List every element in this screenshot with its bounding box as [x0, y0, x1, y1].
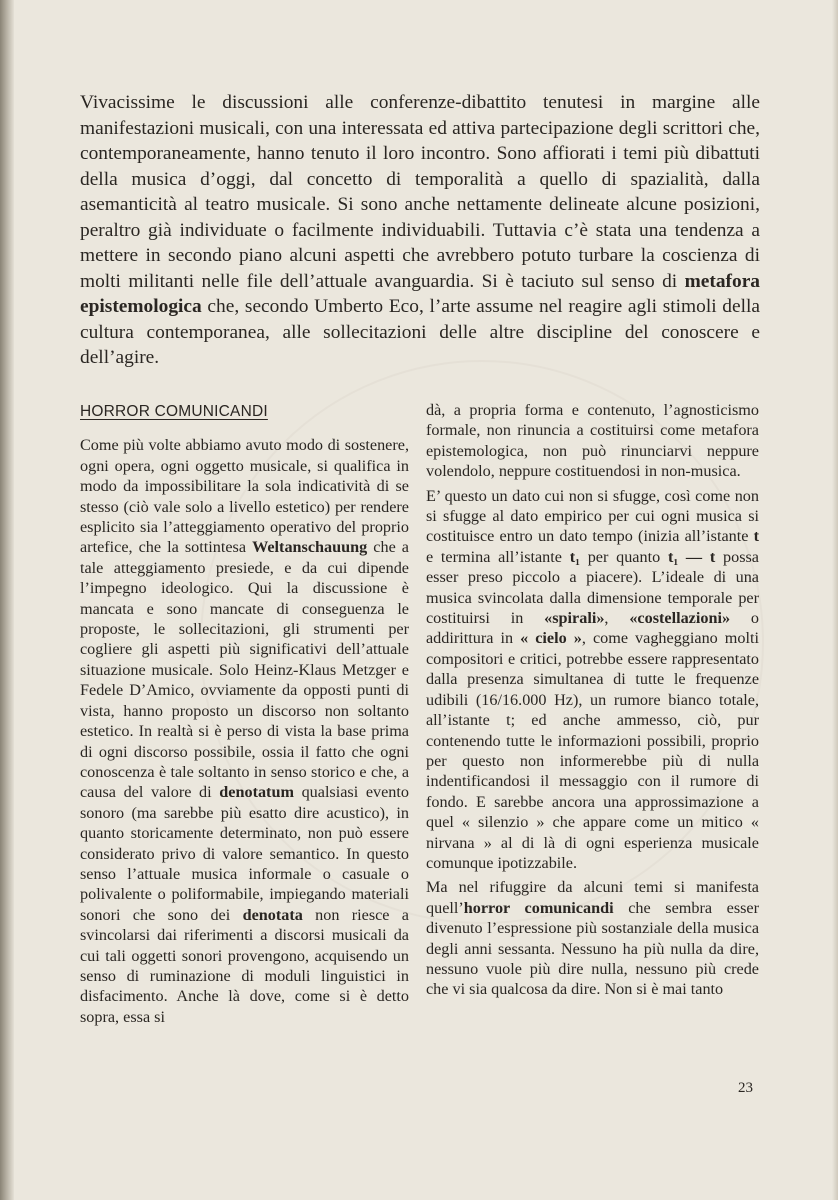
page-edge — [832, 0, 838, 1200]
right2-text-7: , come vagheggiano molti compositori e critici, potrebbe essere rappresentato dalla presenza simultanea di tutte le frequenze udibili (16/16.000 Hz), un rumore bianco totale, all’istante t; ed anche ammesso, ciò, pur contenendo tutte le informazioni possibili, proprio per questo non informerebbe più di nulla indentificandosi il messaggio con il rumore di fondo. E sarebbe ancora una approssimazione a quel « silenzio » che appare come un mitico « nirvana » al di là di ogni esperienza musicale comunque ipotizzabile. — [426, 629, 759, 872]
right3-emphasis: horror comunicandi — [463, 898, 614, 917]
right3-text-2: che sembra esser divenuto l’espressione più sostanziale della musica degli anni sessanta. Nessuno ha più nulla da dire, nessuno vuole più dire nulla, nessuno più crede che vi sia qualcosa da dire. Non si è mai tanto — [426, 898, 759, 999]
right2-text-2: e termina all’istante — [426, 547, 570, 566]
page-number: 23 — [738, 1080, 753, 1096]
left-text-2: che a tale atteggiamento presiede, e da cui dipende l’impegno ideologico. Qui la discussione è mancata e sono mancate di conseguenza le proposte, le sollecitazioni, gli strumenti per cogliere gli aspetti più significativi dell’attuale situazione musicale. Solo Heinz-Klaus Metzger e Fedele D’Amico, ovviamente da opposti punti di vista, hanno proposto un discorso non soltanto estetico. In realtà si è perso di vista la base prima di ogni discorso possibile, ossia il fatto che ogni conoscenza è tale soltanto in senso storico e che, a causa del valore di — [80, 538, 409, 802]
intro-paragraph — [80, 90, 760, 371]
right2-text-5: , — [604, 609, 630, 628]
left-emphasis-2: denotatum — [219, 783, 294, 802]
right-paragraph-2 — [426, 486, 759, 874]
intro-emphasis: metafora epistemologica — [80, 270, 760, 317]
left-text-3: qualsiasi evento sonoro (ma sarebbe più esatto dire acustico), in quanto storicamente determinato, non può essere considerato privo di valore semantico. In questo senso l’attuale musica informale o casuale o polivalente o poliformabile, impiegando materiali sonori che sono dei — [80, 783, 409, 924]
page-binding-shadow — [0, 0, 14, 1200]
right3-text-1: Ma nel rifuggire da alcuni temi si manifesta quell’ — [426, 878, 759, 917]
left-text-1: Come più volte abbiamo avuto modo di sostenere, ogni opera, ogni oggetto musicale, si qualifica in modo da impossibilitare la sola indicatività di se stesso (ciò vale solo a livello estetico) per rendere esplicito sia l’atteggiamento operativo del proprio artefice, che la sottintesa — [80, 436, 409, 557]
right2-text-4: possa esser preso piccolo a piacere). L’ideale di una musica svincolata dalla dimensione temporale per costituirsi in — [426, 547, 759, 628]
left-column — [80, 402, 409, 1031]
right2-symbol-t: t — [753, 527, 759, 546]
intro-text-2: che, secondo Umberto Eco, l’arte assume nel reagire agli stimoli della cultura contemporanea, alle sollecitazioni delle altre discipline del conoscere e dell’agire. — [80, 296, 760, 368]
right2-text-6: o addirittura in — [426, 609, 759, 648]
right2-text-1: E’ questo un dato cui non si sfugge, così come non si sfugge al dato empirico per cui ogni musica si costituisce entro un dato tempo (inizia all’istante — [426, 486, 759, 546]
left-paragraph — [80, 435, 409, 1027]
right-paragraph-1: dà, a propria forma e contenuto, l’agnosticismo formale, non rinuncia a costituirsi come metafora epistemologica, non può rinunciarvi neppure volendolo, neppure costituendosi in non-musica. — [426, 401, 759, 481]
right2-text-3: per quanto — [579, 547, 668, 566]
left-emphasis-1: Weltanschauung — [252, 538, 368, 557]
left-emphasis-3: denotata — [242, 905, 303, 924]
section-heading: HORROR COMUNICANDI — [80, 403, 268, 420]
intro-block — [80, 90, 760, 371]
right-paragraph-3 — [426, 877, 759, 999]
right2-emphasis-cielo: « cielo » — [520, 629, 582, 648]
intro-text-1: Vivacissime le discussioni alle conferenze-dibattito tenutesi in margine alle manifestazioni musicali, con una interessata ed attiva partecipazione degli scrittori che, contemporaneamente, hanno tenuto il loro incontro. Sono affiorati i temi più dibattuti della musica d’oggi, dal concetto di temporalità a quello di spazialità, dalla asemanticità al teatro musicale. Si sono anche nettamente delineate alcune posizioni, peraltro già individuate o facilmente individuabili. Tuttavia c’è stata una tendenza a mettere in secondo piano alcuni aspetti che avrebbero potuto turbare la coscienza di molti militanti nelle file dell’attuale avanguardia. Si è taciuto sul senso di — [80, 92, 760, 292]
right2-emphasis-spirali: «spirali» — [544, 609, 605, 628]
right2-emphasis-costellazioni: «costellazioni» — [629, 609, 731, 628]
right2-symbol-diff: t₁ — t — [667, 547, 716, 566]
right2-symbol-t1: t₁ — [569, 547, 580, 566]
right-column — [426, 400, 759, 1004]
left-text-4: non riesce a svincolarsi dai riferimenti a discorsi musicali da cui tali oggetti sonori provengono, acquisendo un senso di ruminazione di moduli linguistici in disfacimento. Anche là dove, come si è detto sopra, essa si — [80, 905, 409, 1026]
